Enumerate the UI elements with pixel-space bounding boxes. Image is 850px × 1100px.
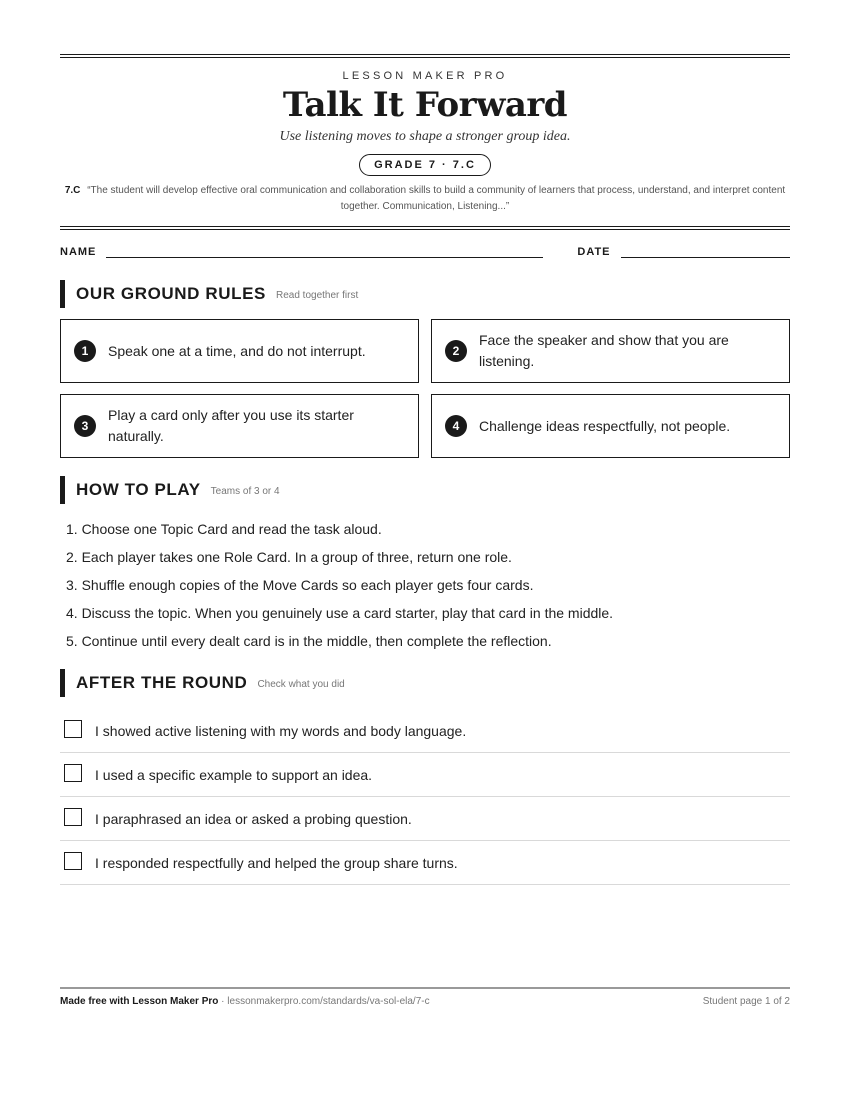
header-top-rule <box>60 54 790 58</box>
rule-text: Face the speaker and show that you are listening. <box>479 332 729 369</box>
standard-text: “The student will develop effective oral communication and collaboration skills to build a community of learners that process, understand, and interpret content together. Communication, Listening...” <box>87 185 786 212</box>
footer-separator: · <box>218 996 228 1007</box>
checklist-item <box>60 797 790 841</box>
rule-number-badge: 3 <box>74 415 96 437</box>
brand-name: LESSON MAKER PRO <box>342 70 508 82</box>
ground-rule-card <box>431 394 790 458</box>
ground-rule-card <box>60 394 419 458</box>
rule-number-badge: 2 <box>445 340 467 362</box>
name-label: NAME <box>60 246 97 258</box>
page-subtitle: Use listening moves to shape a stronger group idea. <box>279 129 571 144</box>
step-item: 1. Choose one Topic Card and read the task aloud. <box>66 521 382 537</box>
checklist-item <box>60 753 790 797</box>
checkbox[interactable] <box>64 808 82 826</box>
checklist-text: I used a specific example to support an idea. <box>95 766 373 783</box>
after-round-title: AFTER THE ROUND <box>76 673 248 692</box>
step-item: 2. Each player takes one Role Card. In a group of three, return one role. <box>66 549 512 565</box>
name-date-fields <box>60 246 790 258</box>
ground-rule-card <box>60 319 419 383</box>
after-round-heading <box>60 669 790 697</box>
standard-statement <box>60 183 790 215</box>
worksheet-page <box>60 54 790 885</box>
rule-text: Speak one at a time, and do not interrupt. <box>108 342 366 359</box>
step-item: 3. Shuffle enough copies of the Move Cards so each player gets four cards. <box>66 577 534 593</box>
standard-code: 7.C <box>64 185 81 196</box>
checkbox[interactable] <box>64 720 82 738</box>
reflection-checklist <box>60 709 790 885</box>
ground-rules-heading <box>60 280 790 308</box>
checklist-text: I paraphrased an idea or asked a probing question. <box>95 810 412 827</box>
footer-made-with: Made free with Lesson Maker Pro <box>60 996 219 1007</box>
after-round-hint: Check what you did <box>257 679 345 690</box>
header-bottom-rule <box>60 226 790 230</box>
name-field[interactable] <box>106 248 543 258</box>
checklist-item <box>60 841 790 885</box>
footer-page-number: Student page 1 of 2 <box>702 996 790 1007</box>
step-item: 5. Continue until every dealt card is in the middle, then complete the reflection. <box>66 633 552 649</box>
rule-text: Challenge ideas respectfully, not people. <box>479 417 731 434</box>
checkbox[interactable] <box>64 764 82 782</box>
how-to-play-hint: Teams of 3 or 4 <box>210 486 280 497</box>
ground-rules-title: OUR GROUND RULES <box>76 284 266 303</box>
checklist-text: I responded respectfully and helped the group share turns. <box>95 854 458 871</box>
footer-url[interactable]: lessonmakerpro.com/standards/va-sol-ela/7-c <box>227 996 430 1007</box>
ground-rule-card <box>431 319 790 383</box>
how-to-play-heading <box>60 476 790 504</box>
checklist-item <box>60 709 790 753</box>
rule-number-badge: 4 <box>445 415 467 437</box>
step-item: 4. Discuss the topic. When you genuinely use a card starter, play that card in the middle. <box>66 605 614 621</box>
date-label: DATE <box>577 246 611 258</box>
rule-text: Play a card only after you use its starter naturally. <box>108 407 354 444</box>
rule-number-badge: 1 <box>74 340 96 362</box>
ground-rules-hint: Read together first <box>276 290 359 301</box>
how-to-play-title: HOW TO PLAY <box>76 480 201 499</box>
date-field[interactable] <box>621 248 790 258</box>
page-title: Talk It Forward <box>282 85 568 125</box>
footer-credit <box>60 996 430 1007</box>
ground-rules-grid <box>60 319 790 458</box>
checkbox[interactable] <box>64 852 82 870</box>
grade-badge: GRADE 7 · 7.C <box>359 154 491 176</box>
checklist-text: I showed active listening with my words and body language. <box>95 722 467 739</box>
how-to-play-steps <box>60 515 790 655</box>
grade-badge-wrap <box>60 154 790 176</box>
page-footer <box>60 987 790 1007</box>
